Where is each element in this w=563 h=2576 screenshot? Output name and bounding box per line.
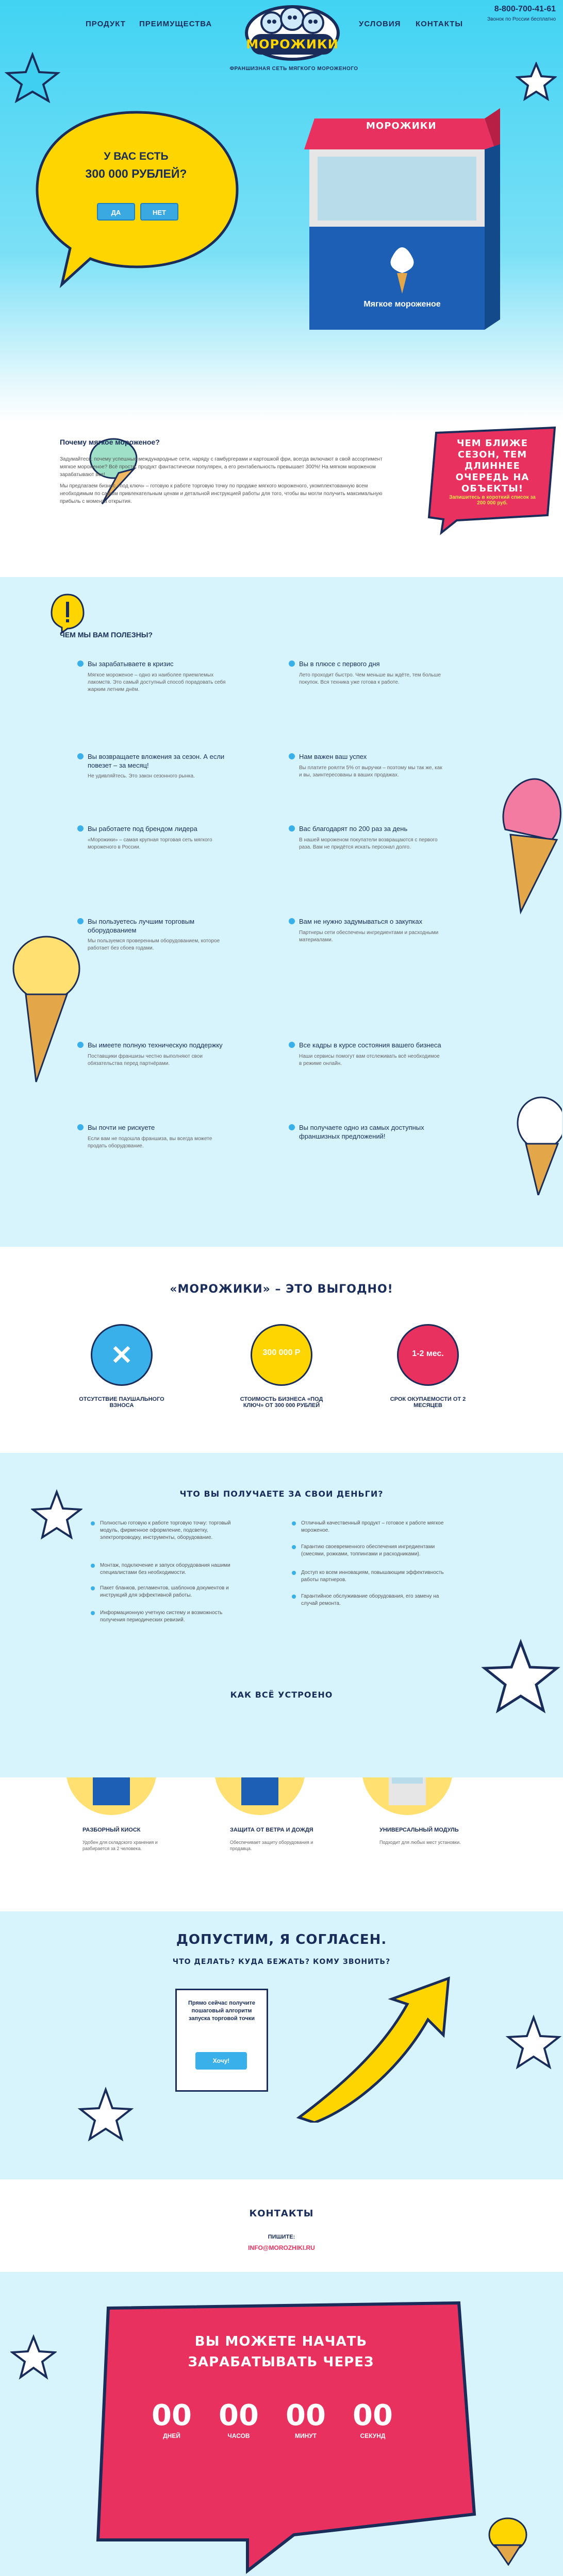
benefit-desc: В нашей мороженом покупатели возвращаются с первого раза. Вам не придётся искать персонал долго. xyxy=(299,837,438,850)
contacts-write: ПИШИТЕ: xyxy=(268,2234,295,2240)
nav-contacts[interactable]: КОНТАКТЫ xyxy=(416,20,463,28)
ice-cream-icon xyxy=(510,1092,562,1195)
receive-title: ЧТО ВЫ ПОЛУЧАЕТЕ ЗА СВОИ ДЕНЬГИ? xyxy=(179,1489,384,1499)
contacts-title: КОНТАКТЫ xyxy=(249,2208,314,2219)
countdown-line-1: ВЫ МОЖЕТЕ НАЧАТЬ xyxy=(194,2334,368,2349)
tagline: ФРАНШИЗНАЯ СЕТЬ МЯГКОГО МОРОЖЕНОГО xyxy=(229,66,358,72)
benefit-title: Все кадры в курсе состояния вашего бизнеса xyxy=(299,1041,441,1049)
benefit-title: Вас благодарят по 200 раз за день xyxy=(299,825,408,833)
price-label: СТОИМОСТЬ БИЗНЕСА «ПОД КЛЮЧ» ОТ 300 000 РУБЛЕЙ xyxy=(240,1396,323,1409)
payback-value: 1-2 мес. xyxy=(412,1349,444,1358)
kiosk-variant-label: УНИВЕРСАЛЬНЫЙ МОДУЛЬ xyxy=(379,1827,459,1833)
intro-paragraph-1: Задумайтесь: почему успешные международные сети, наряду с гамбургерами и картошкой фри, всегда включают в свой ассортимент мягкое мороженое? Всё просто: продукт фантастически популярен, а его рентабельность превышает 300%! На мягком мороженом зарабатывают все! xyxy=(60,456,383,478)
exclamation-bubble-icon xyxy=(49,592,86,634)
price-value: 300 000 Р xyxy=(262,1348,301,1357)
hero-line-2: 300 000 РУБЛЕЙ? xyxy=(85,167,187,180)
benefit-title: Вы получаете одно из самых доступных франшизных предложений! xyxy=(299,1124,424,1140)
kiosk-variant-1 xyxy=(65,1777,158,1819)
star-icon xyxy=(10,2334,57,2380)
contacts-section xyxy=(0,2179,563,2272)
benefit-desc: Если вам не подошла франшиза, вы всегда можете продать оборудование. xyxy=(88,1136,212,1149)
yes-button[interactable]: ДА xyxy=(97,203,135,221)
phone-number[interactable]: 8-800-700-41-61 xyxy=(494,5,556,13)
hero-line-1: У ВАС ЕСТЬ xyxy=(104,150,169,162)
agree-subtitle: ЧТО ДЕЛАТЬ? КУДА БЕЖАТЬ? КОМУ ЗВОНИТЬ? xyxy=(172,1958,391,1966)
lead-card-text: Прямо сейчас получите пошаговый алгоритм запуска торговой точки xyxy=(188,2000,256,2022)
no-fee-label: ОТСУТСТВИЕ ПАУШАЛЬНОГО ВЗНОСА xyxy=(79,1396,164,1409)
countdown-hours: 00 ЧАСОВ xyxy=(219,2399,259,2439)
benefit-desc: Лето проходит быстро. Чем меньше вы ждёте, тем больше покупок. Вся техника уже готова к работе. xyxy=(299,672,441,685)
kiosk-variant-desc: Обеспечивает защиту оборудования и продавца. xyxy=(230,1840,313,1851)
benefit-title: Вы работаете под брендом лидера xyxy=(88,825,197,833)
benefit-desc: Наши сервисы помогут вам отслеживать всё необходимое в режиме онлайн. xyxy=(299,1054,440,1066)
phone-note: Звонок по России бесплатно xyxy=(487,16,556,22)
benefit-desc: Партнеры сети обеспечены ингредиентами и расходными материалами. xyxy=(299,930,439,943)
countdown-seconds: 00 СЕКУНД xyxy=(353,2399,393,2439)
benefit-title: Нам важен ваш успех xyxy=(299,753,367,760)
brand-logo[interactable] xyxy=(243,3,341,65)
star-icon xyxy=(479,1638,562,1716)
phone-block xyxy=(487,4,556,25)
arrow-icon xyxy=(278,1973,464,2123)
hero-question xyxy=(43,114,229,278)
countdown-minutes: 00 МИНУТ xyxy=(286,2399,326,2439)
ice-cream-icon xyxy=(479,2514,536,2566)
benefit-title: Вы имеете полную техническую поддержку xyxy=(88,1041,223,1049)
star-icon xyxy=(516,62,557,103)
kiosk-variant-label: ЗАЩИТА ОТ ВЕТРА И ДОЖДЯ xyxy=(230,1827,313,1833)
agree-section xyxy=(0,1911,563,2179)
design-title: КАК ВСЁ УСТРОЕНО xyxy=(230,1690,333,1700)
benefit-title: Вы зарабатываете в кризис xyxy=(88,660,174,668)
benefit-desc: Вы платите роялти 5% от выручки – поэтому мы так же, как и вы, заинтересованы в ваших продажах. xyxy=(299,765,442,778)
intro-section xyxy=(0,422,563,577)
kiosk-variant-desc: Подходит для любых мест установки. xyxy=(379,1840,461,1845)
benefit-title: Вы пользуетесь лучшим торговым оборудованием xyxy=(88,918,195,934)
hero-section xyxy=(0,0,563,422)
benefit-desc: Мы пользуемся проверенным оборудованием, которое работает без сбоев годами. xyxy=(88,938,220,951)
nav-advantages[interactable]: ПРЕИМУЩЕСТВА xyxy=(139,20,212,28)
payback-circle xyxy=(397,1324,459,1386)
nav-product[interactable]: ПРОДУКТ xyxy=(86,20,126,28)
price-circle xyxy=(251,1324,312,1386)
design-section xyxy=(0,1777,563,1911)
profit-title: «МОРОЖИКИ» – ЭТО ВЫГОДНО! xyxy=(170,1283,393,1296)
kiosk-variant-3 xyxy=(361,1777,454,1819)
benefits-title: ЧЕМ МЫ ВАМ ПОЛЕЗНЫ? xyxy=(60,631,153,639)
benefit-title: Вам не нужно задумываться о закупках xyxy=(299,918,423,925)
countdown-days: 00 ДНЕЙ xyxy=(152,2399,192,2439)
kiosk-image xyxy=(299,88,500,345)
profit-section xyxy=(0,1247,563,1453)
no-button[interactable]: НЕТ xyxy=(140,203,178,221)
kiosk-variant-2 xyxy=(213,1777,306,1819)
ice-cream-icon xyxy=(5,927,82,1087)
payback-label: СРОК ОКУПАЕМОСТИ ОТ 2 МЕСЯЦЕВ xyxy=(390,1396,466,1409)
logo-text: МОРОЖИКИ xyxy=(246,37,339,52)
star-icon xyxy=(505,2014,562,2071)
no-fee-circle xyxy=(91,1324,153,1386)
want-button[interactable]: Хочу! xyxy=(195,2052,247,2070)
receive-section: ЧТО ВЫ ПОЛУЧАЕТЕ ЗА СВОИ ДЕНЬГИ? Полностью готовую к работе торговую точку: торговый модуль, фирменное оформление, подсветку, электропроводку, инструменты, оборудование. Монтаж, подключение и запуск оборудования нашими специалистами без необходимости. Пакет бланков, регламентов, шаблонов документов и инструкций для эффективной работы. Информационную учетную систему и возможность получения периодических ревизий. Отличный качественный продукт – готовое к работе мягкое мороженое. Гарантию своевременного обеспечения ингредиентами (смесями, рожками, топпингами и расходниками). Доступ ко всем инновациям, повышающим эффективность работы партнеров. Гарантийное обслуживание оборудования, его замену на случай ремонта. КАК ВСЁ УСТРОЕНО xyxy=(0,1453,563,1777)
benefit-desc: Поставщики франшизы честно выполняют свои обязательства перед партнёрами. xyxy=(88,1054,203,1066)
kiosk-variant-desc: Удобен для складского хранения и разбирается за 2 человека. xyxy=(82,1840,158,1851)
countdown-line-2: ЗАРАБАТЫВАТЬ ЧЕРЕЗ xyxy=(188,2354,374,2370)
benefit-desc: «Морожики» – самая крупная торговая сеть мягкого мороженого в России. xyxy=(88,837,212,850)
benefit-title: Вы в плюсе с первого дня xyxy=(299,660,380,668)
benefit-title: Вы возвращаете вложения за сезон. А если повезет – за месяц! xyxy=(88,753,225,769)
lead-card xyxy=(175,1989,268,2092)
star-icon xyxy=(77,2087,134,2143)
promo-subtitle[interactable]: Запишитесь в короткий список за 200 000 руб. xyxy=(449,495,536,506)
close-icon: ✕ xyxy=(110,1341,133,1370)
countdown-section xyxy=(0,2272,563,2576)
kiosk-sign: МОРОЖИКИ xyxy=(366,121,437,131)
kiosk-label: Мягкое мороженое xyxy=(363,300,441,309)
agree-title: ДОПУСТИМ, Я СОГЛАСЕН. xyxy=(176,1932,387,1947)
benefit-title: Вы почти не рискуете xyxy=(88,1124,155,1131)
ice-cream-icon xyxy=(495,762,563,917)
contact-email[interactable]: INFO@MOROZHIKI.RU xyxy=(248,2244,315,2251)
star-icon xyxy=(4,52,61,103)
intro-title: Почему мягкое мороженое? xyxy=(60,438,160,446)
benefit-desc: Мягкое мороженое – одно из наиболее приемлемых лакомств. Это самый доступный способ порадовать себя жарким летним днём. xyxy=(88,672,226,692)
benefit-desc: Не удивляйтесь. Это закон сезонного рынка. xyxy=(88,773,195,779)
promo-title: ЧЕМ БЛИЖЕ СЕЗОН, ТЕМ ДЛИННЕЕ ОЧЕРЕДЬ НА ОБЪЕКТЫ! xyxy=(455,438,529,494)
nav-conditions[interactable]: УСЛОВИЯ xyxy=(359,20,401,28)
intro-paragraph-2: Мы предлагаем бизнес «под ключ» – готовую к работе торговую точку по продаже мягкого мороженого, укомплектованную всем необходимым по самым привлекательным ценам и детальной инструкцией работы для того, чтобы вы могли получить максимальную прибыль с момента открытия. xyxy=(60,483,383,504)
benefits-section xyxy=(0,577,563,1247)
kiosk-variant-label: РАЗБОРНЫЙ КИОСК xyxy=(82,1827,141,1833)
